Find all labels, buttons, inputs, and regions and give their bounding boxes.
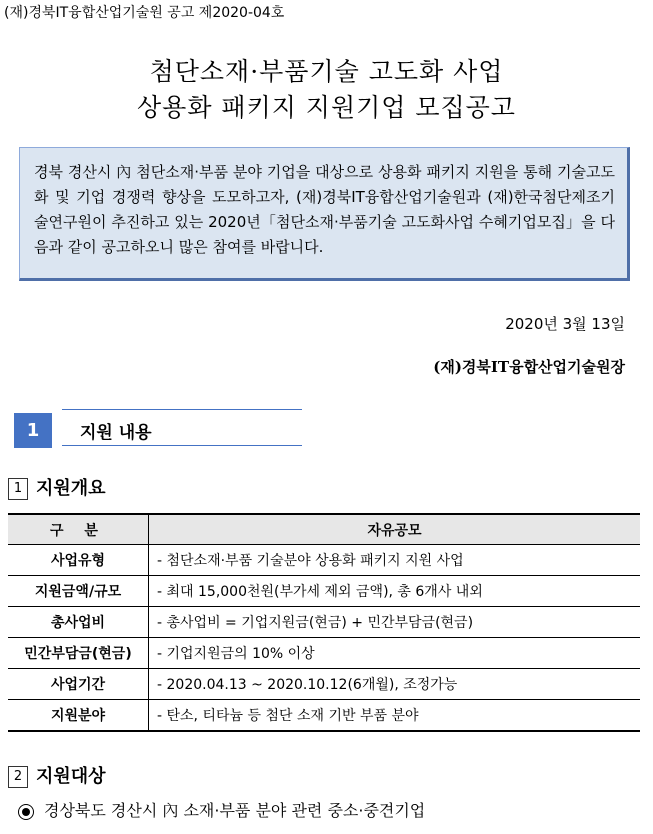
section-title: 지원 내용: [80, 423, 152, 443]
target-text: 경상북도 경산시 內 소재·부품 분야 관련 중소·중견기업: [44, 801, 426, 820]
subsection-number: 1: [8, 478, 28, 500]
subsection-title: 지원개요: [36, 478, 106, 499]
document-number: (재)경북IT융합산업기술원 공고 제2020-04호: [4, 5, 285, 21]
bullet-circle-icon: [18, 804, 34, 820]
table-row: [8, 607, 640, 638]
row-value: - 2020.04.13 ~ 2020.10.12(6개월), 조정가능: [149, 669, 641, 700]
row-value: - 첨단소재·부품 기술분야 상용화 패키지 지원 사업: [149, 545, 641, 576]
row-label: 민간부담금(현금): [8, 638, 149, 669]
row-value: - 총사업비 = 기업지원금(현금) + 민간부담금(현금): [149, 607, 641, 638]
row-label: 사업기간: [8, 669, 149, 700]
section-rule-top: [62, 409, 302, 410]
overview-table: [8, 513, 640, 732]
table-row: [8, 700, 640, 732]
section-number: 1: [14, 413, 52, 448]
intro-box: 경북 경산시 內 첨단소재·부품 분야 기업을 대상으로 상용화 패키지 지원을 통해 기술고도화 및 기업 경쟁력 향상을 도모하고자, (재)경북IT융합산업기술원과 (재)한국첨단제조기술연구원이 추진하고 있는 2020년「첨단소재·부품기술 고도화사업 수혜기업모집」을 다음과 같이 공고하오니 많은 참여를 바랍니다.: [19, 147, 630, 281]
row-label: 지원분야: [8, 700, 149, 732]
subsection-overview: [8, 474, 106, 500]
announcement-date: 2020년 3월 13일: [505, 315, 625, 333]
table-header-category: 구 분: [8, 514, 149, 545]
row-label: 지원금액/규모: [8, 576, 149, 607]
table-header-value: 자유공모: [149, 514, 641, 545]
title-line-1: 첨단소재·부품기술 고도화 사업: [149, 57, 504, 86]
title-line-2: 상용화 패키지 지원기업 모집공고: [137, 93, 516, 122]
row-value: - 기업지원금의 10% 이상: [149, 638, 641, 669]
section-rule-bottom: [62, 445, 302, 446]
table-row: [8, 638, 640, 669]
subsection-target: [8, 762, 106, 788]
row-value: - 탄소, 티타늄 등 첨단 소재 기반 부품 분야: [149, 700, 641, 732]
issuing-organization: (재)경북IT융합산업기술원장: [433, 358, 625, 376]
row-value: - 최대 15,000천원(부가세 제외 금액), 총 6개사 내외: [149, 576, 641, 607]
table-row: [8, 545, 640, 576]
table-header-row: [8, 514, 640, 545]
target-item: [18, 798, 425, 821]
row-label: 총사업비: [8, 607, 149, 638]
row-label: 사업유형: [8, 545, 149, 576]
table-row: [8, 669, 640, 700]
subsection-title: 지원대상: [36, 766, 106, 787]
subsection-number: 2: [8, 766, 28, 788]
table-row: [8, 576, 640, 607]
